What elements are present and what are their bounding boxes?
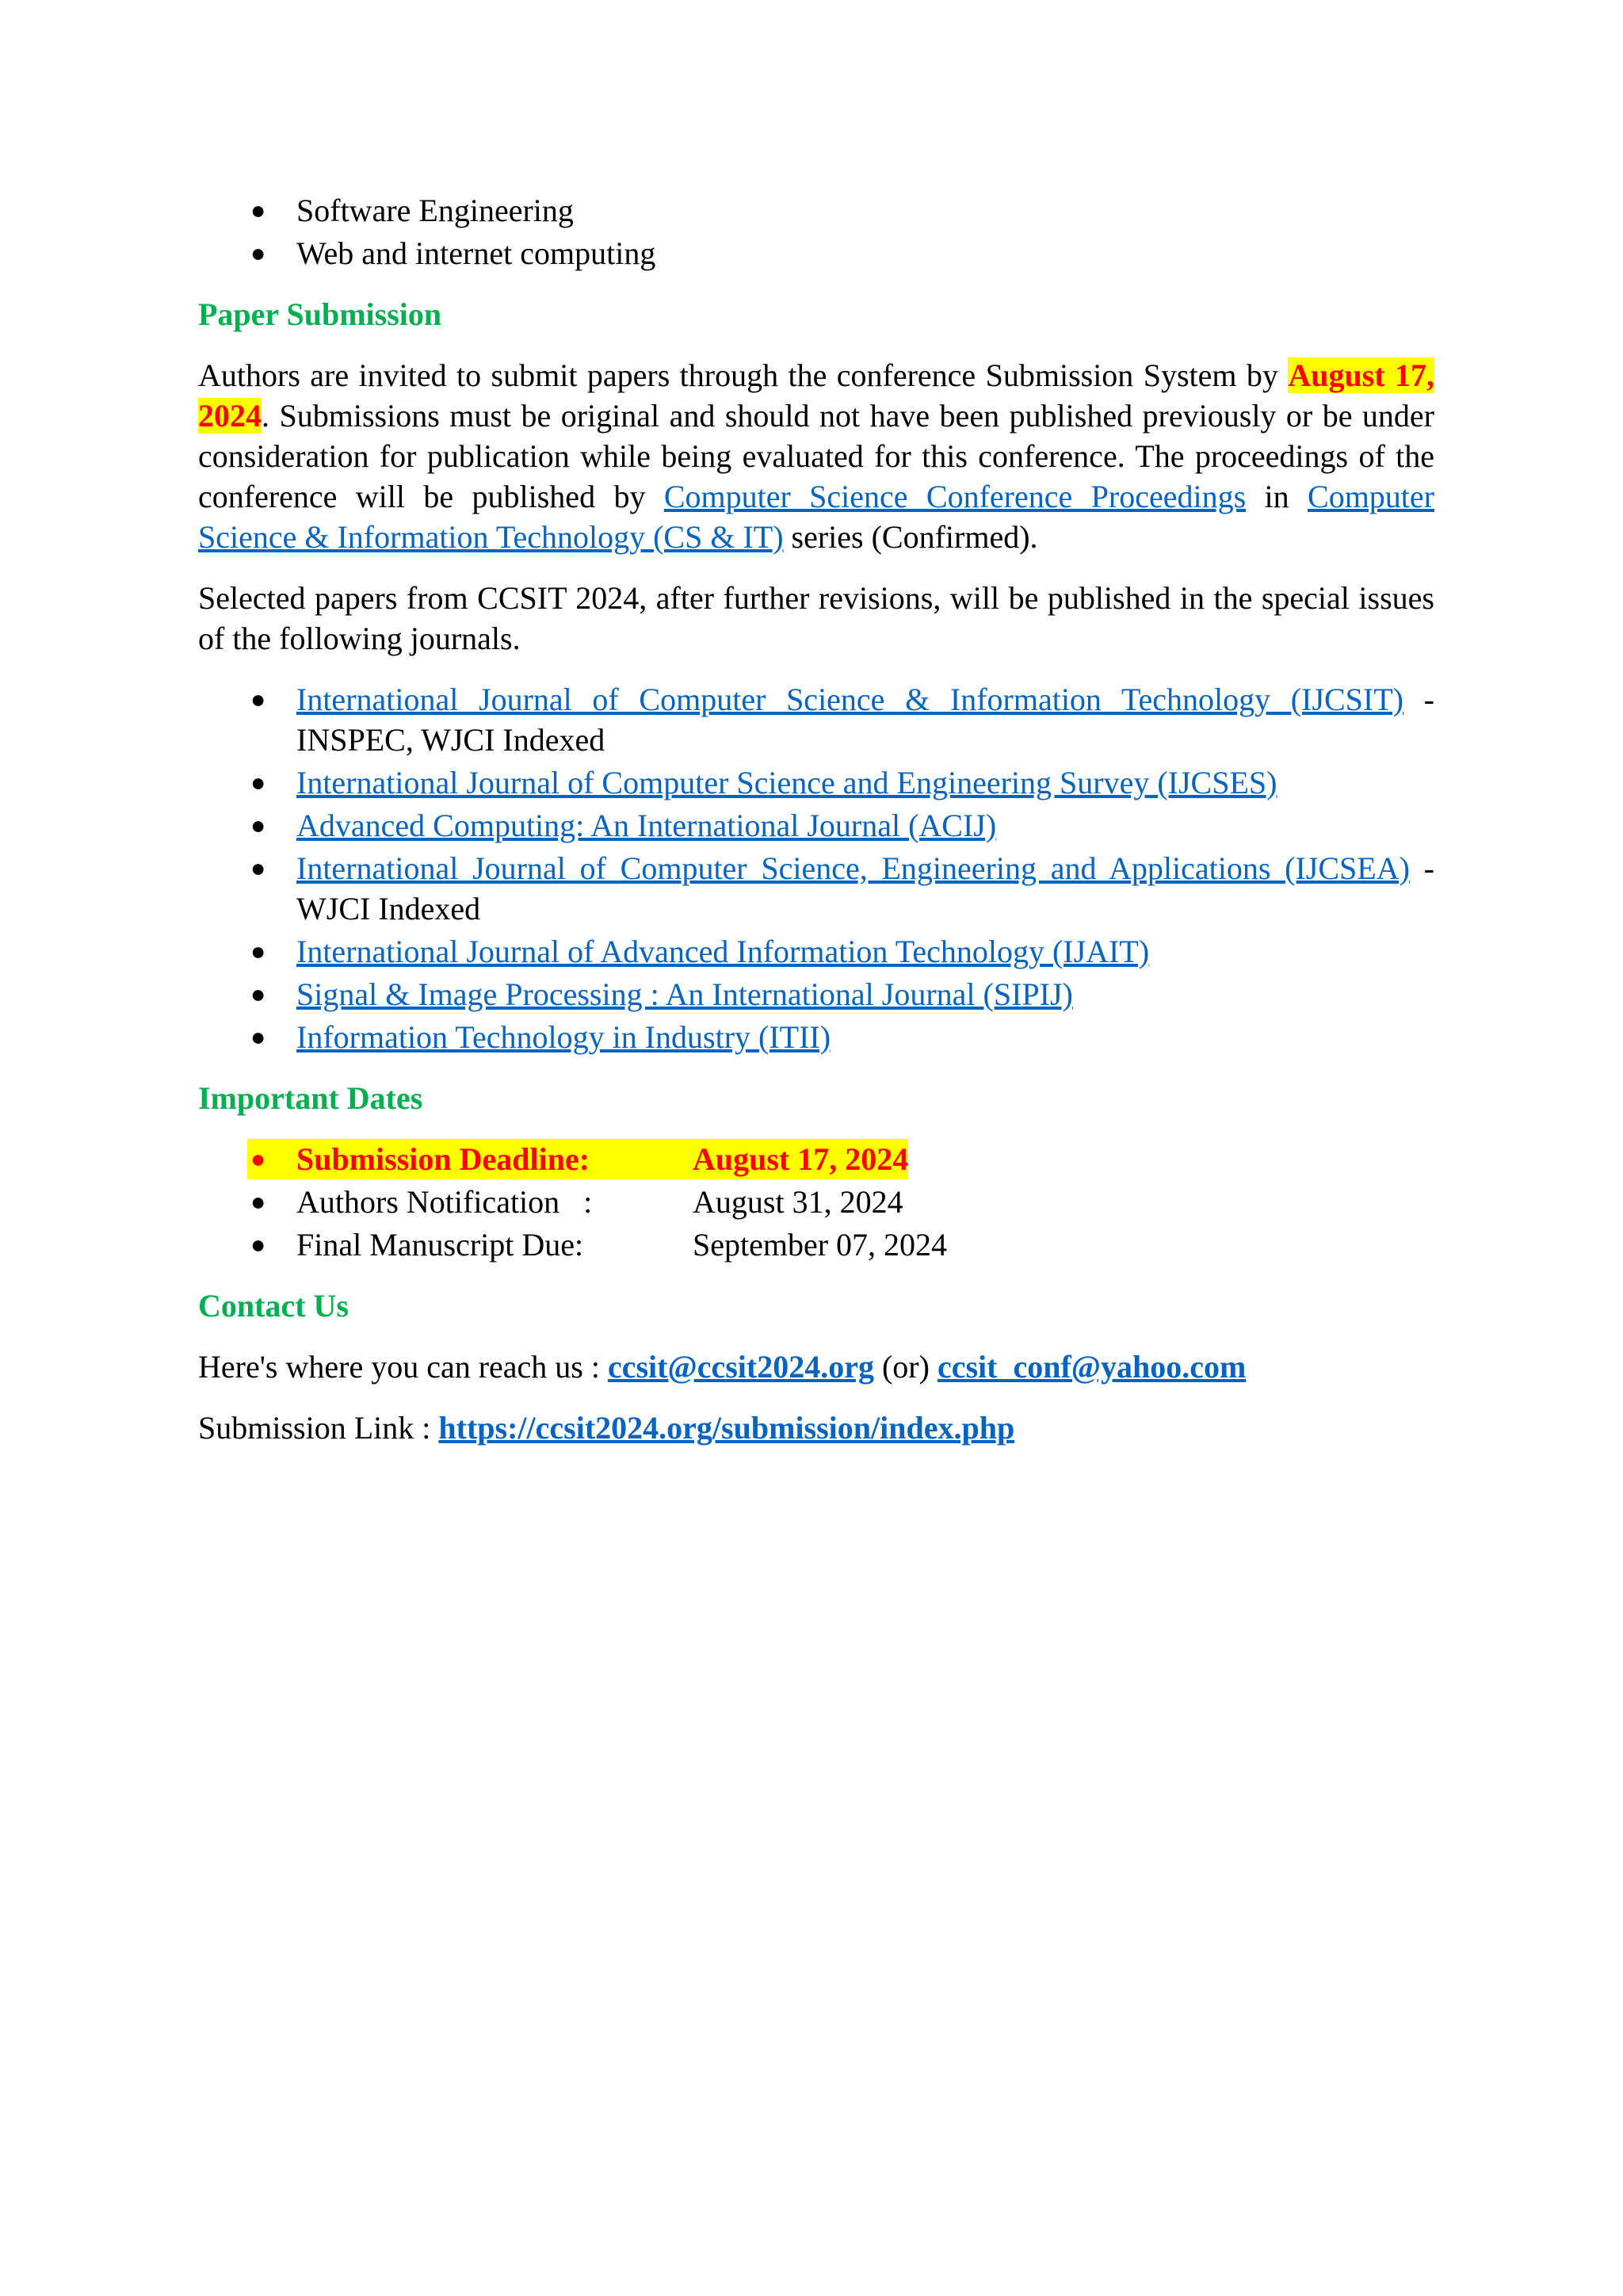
bullet-icon: ●: [250, 937, 266, 965]
important-dates-heading: Important Dates: [198, 1080, 423, 1116]
date-label: Final Manuscript Due:: [296, 1227, 584, 1263]
date-value: August 31, 2024: [693, 1184, 903, 1220]
bullet-icon: ●: [250, 1144, 266, 1173]
bullet-icon: ●: [250, 854, 266, 882]
bullet-icon: ●: [250, 1230, 266, 1259]
csit-series-link[interactable]: Computer Science & Information Technology (CS & IT): [198, 479, 1434, 555]
journal-link-ijcses[interactable]: International Journal of Computer Science and Engineering Survey (IJCSES): [296, 765, 1277, 800]
bullet-icon: ●: [250, 1022, 266, 1051]
dates-list: [198, 1139, 1434, 1265]
list-item: [198, 931, 1434, 972]
list-item: ● International Journal of Computer Science & Information Technology (IJCSIT) - INSPEC, WJCI Indexed: [198, 679, 1434, 760]
journal-link-ijait[interactable]: International Journal of Advanced Information Technology (IJAIT): [296, 934, 1150, 969]
email-link-primary[interactable]: ccsit@ccsit2024.org: [607, 1349, 874, 1385]
bullet-icon: ●: [250, 196, 266, 224]
deadline-highlight-row: [247, 1139, 908, 1179]
date-row-submission: [198, 1139, 1434, 1179]
submission-link-paragraph: Submission Link : https://ccsit2024.org/submission/index.php: [198, 1410, 1015, 1446]
list-item: [198, 974, 1434, 1014]
journal-link-itii[interactable]: Information Technology in Industry (ITII): [296, 1019, 831, 1055]
journal-link-acij[interactable]: Advanced Computing: An International Journal (ACIJ): [296, 808, 997, 843]
journal-link-ijcsea[interactable]: International Journal of Computer Science, Engineering and Applications (IJCSEA): [296, 850, 1410, 886]
submission-url-link[interactable]: https://ccsit2024.org/submission/index.php: [438, 1410, 1015, 1446]
date-value: September 07, 2024: [693, 1227, 948, 1263]
journal-link-sipij[interactable]: Signal & Image Processing : An International Journal (SIPIJ): [296, 976, 1073, 1012]
bullet-icon: ●: [250, 239, 266, 267]
page-content: [198, 190, 1434, 1469]
journal-link-ijcsit[interactable]: International Journal of Computer Science & Information Technology (IJCSIT): [296, 682, 1404, 717]
paper-submission-heading: Paper Submission: [198, 296, 442, 332]
date-label: Submission Deadline:: [296, 1141, 590, 1177]
bullet-icon: ●: [250, 1187, 266, 1216]
email-link-secondary[interactable]: ccsit_conf@yahoo.com: [937, 1349, 1247, 1385]
list-item: ● Software Engineering: [198, 190, 1434, 231]
date-label: Authors Notification :: [296, 1184, 593, 1220]
proceedings-link[interactable]: Computer Science Conference Proceedings: [663, 479, 1247, 514]
deadline-highlight: August 17, 2024: [198, 357, 1434, 434]
bullet-icon: ●: [250, 768, 266, 797]
list-item: ● Web and internet computing: [198, 233, 1434, 273]
contact-us-heading: Contact Us: [198, 1288, 349, 1324]
bullet-icon: ●: [250, 980, 266, 1008]
list-item: [198, 1017, 1434, 1057]
bullet-icon: ●: [250, 685, 266, 713]
list-item: [198, 762, 1434, 803]
topics-list: [198, 190, 1434, 273]
journals-intro-paragraph: Selected papers from CCSIT 2024, after further revisions, will be published in the special issues of the following journals.: [198, 580, 1434, 656]
date-row-notification: [198, 1182, 1434, 1222]
contact-paragraph: Here's where you can reach us : ccsit@ccsit2024.org (or) ccsit_conf@yahoo.com: [198, 1349, 1247, 1385]
date-value: August 17, 2024: [693, 1141, 909, 1177]
list-item: ● International Journal of Computer Science, Engineering and Applications (IJCSEA) - WJCI Indexed: [198, 848, 1434, 929]
submission-paragraph: Authors are invited to submit papers through the conference Submission System by August 17, 2024. Submissions must be original and should not have been published previously or be under consideration for publication while being evaluated for this conference. The proceedings of the conference will be published by Computer Science Conference Proceedings in Computer Science & Information Technology (CS & IT) series (Confirmed).: [198, 357, 1434, 555]
date-row-final-manuscript: [198, 1224, 1434, 1265]
journals-list: [198, 679, 1434, 1057]
bullet-icon: ●: [250, 811, 266, 839]
list-item: [198, 805, 1434, 846]
